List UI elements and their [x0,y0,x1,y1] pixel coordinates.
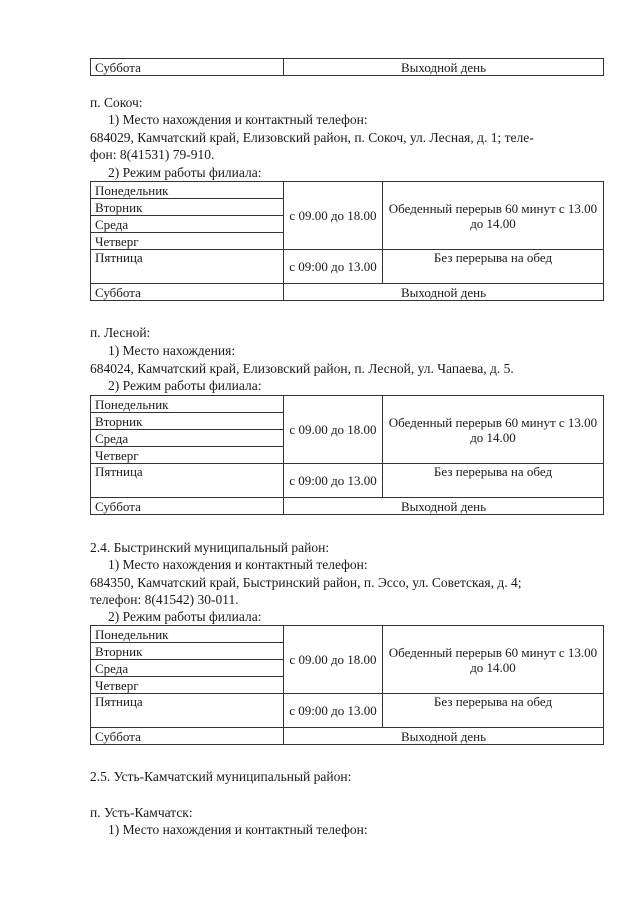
day-cell: Суббота [91,59,284,76]
day-cell: Суббота [91,728,284,745]
location-item: 1) Место нахождения и контактный телефон: [108,112,368,127]
day-off-cell: Выходной день [284,284,604,301]
day-cell: Суббота [91,498,284,515]
break-cell: Без перерыва на обед [383,464,604,498]
address-line: 684029, Камчатский край, Елизовский район, п. Сокоч, ул. Лесная, д. 1; теле- [90,130,534,145]
day-off-cell: Выходной день [284,728,604,745]
address-line: телефон: 8(41542) 30-011. [90,592,239,607]
hours-cell: с 09:00 до 13.00 [284,464,383,498]
location-item: 1) Место нахождения и контактный телефон: [108,557,368,572]
day-cell: Понедельник [91,396,284,413]
day-cell: Среда [91,660,284,677]
day-cell: Среда [91,216,284,233]
schedule-item: 2) Режим работы филиала: [108,609,262,624]
hours-cell: с 09:00 до 13.00 [284,694,383,728]
day-off-cell: Выходной день [284,59,604,76]
hours-cell: с 09.00 до 18.00 [284,182,383,250]
section-heading: 2.5. Усть-Камчатский муниципальный район: [90,769,352,784]
day-cell: Понедельник [91,626,284,643]
address-line: фон: 8(41531) 79-910. [90,147,215,162]
day-cell: Вторник [91,199,284,216]
day-cell: Вторник [91,643,284,660]
day-off-cell: Выходной день [284,498,604,515]
break-cell: Без перерыва на обед [383,694,604,728]
top-schedule-table [90,58,604,76]
section-heading: 2.4. Быстринский муниципальный район: [90,540,330,555]
locality-heading: п. Усть-Камчатск: [90,805,193,820]
hours-cell: с 09.00 до 18.00 [284,396,383,464]
day-cell: Среда [91,430,284,447]
day-cell: Пятница [91,464,284,498]
schedule-item: 2) Режим работы филиала: [108,378,262,393]
section-heading: п. Лесной: [90,325,151,340]
schedule-table [90,181,604,301]
day-cell: Четверг [91,677,284,694]
break-cell: Обеденный перерыв 60 минут с 13.00 до 14.00 [383,396,604,464]
day-cell: Пятница [91,250,284,284]
location-item: 1) Место нахождения: [108,343,236,358]
day-cell: Четверг [91,233,284,250]
schedule-table [90,395,604,515]
schedule-item: 2) Режим работы филиала: [108,165,262,180]
day-cell: Суббота [91,284,284,301]
day-cell: Вторник [91,413,284,430]
day-cell: Пятница [91,694,284,728]
day-cell: Четверг [91,447,284,464]
section-heading: п. Сокоч: [90,95,143,110]
location-item: 1) Место нахождения и контактный телефон: [108,822,368,837]
address-line: 684350, Камчатский край, Быстринский район, п. Эссо, ул. Советская, д. 4; [90,575,522,590]
address-line: 684024, Камчатский край, Елизовский район, п. Лесной, ул. Чапаева, д. 5. [90,361,514,376]
break-cell: Обеденный перерыв 60 минут с 13.00 до 14.00 [383,182,604,250]
hours-cell: с 09.00 до 18.00 [284,626,383,694]
day-cell: Понедельник [91,182,284,199]
break-cell: Без перерыва на обед [383,250,604,284]
schedule-table [90,625,604,745]
hours-cell: с 09:00 до 13.00 [284,250,383,284]
break-cell: Обеденный перерыв 60 минут с 13.00 до 14.00 [383,626,604,694]
